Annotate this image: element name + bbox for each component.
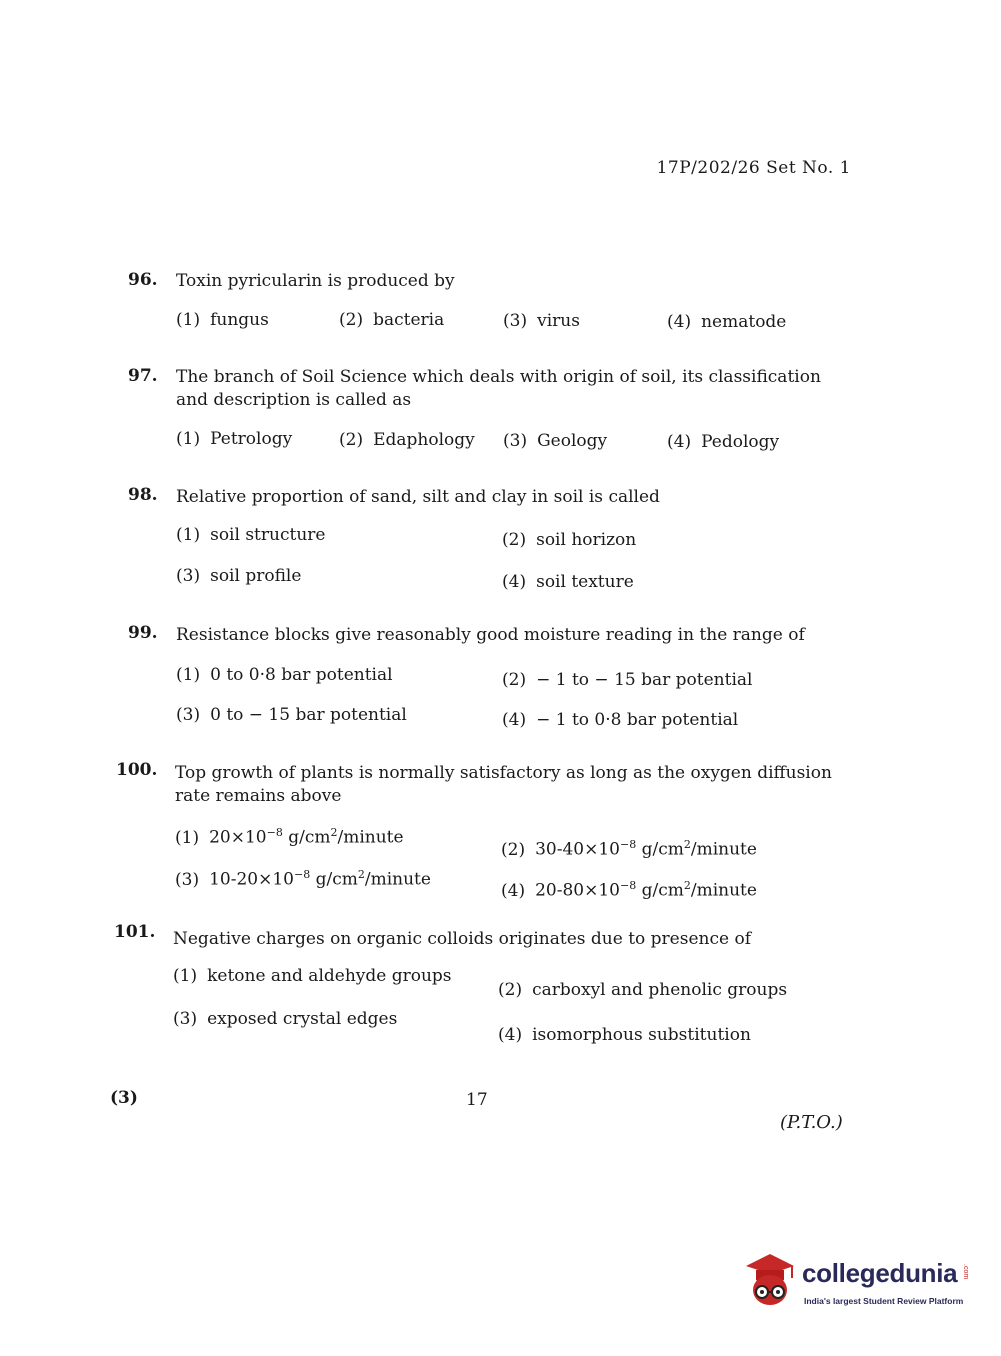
option-4: (4) isomorphous substitution — [498, 1025, 751, 1045]
option-1: (1) $20\times 10^{-8}$ $g/cm^2$/minute — [175, 826, 404, 848]
option-2: (2) Edaphology — [339, 430, 475, 450]
please-turn-over: (P.T.O.) — [780, 1112, 843, 1133]
option-3: (3) exposed crystal edges — [173, 1009, 398, 1029]
question-text: Negative charges on organic colloids originates due to presence of — [173, 929, 751, 949]
option-2: (2) − 1 to − 15 bar potential — [502, 670, 753, 690]
option-1: (1) soil structure — [176, 525, 326, 545]
option-1: (1) Petrology — [176, 429, 293, 449]
option-1: (1) ketone and aldehyde groups — [173, 966, 452, 986]
option-4: (4) nematode — [667, 312, 787, 332]
option-3: (3) soil profile — [176, 566, 302, 586]
logo-tagline: India's largest Student Review Platform — [804, 1296, 964, 1306]
collegedunia-logo — [742, 1248, 972, 1318]
question-text: Resistance blocks give reasonably good moisture reading in the range of — [176, 625, 805, 645]
logo-domain: .com — [962, 1264, 969, 1280]
option-1: (1) 0 to 0·8 bar potential — [176, 665, 393, 685]
option-2: (2) bacteria — [339, 310, 445, 330]
page-number: 17 — [466, 1090, 488, 1110]
question-number: 98. — [128, 485, 158, 505]
question-text: The branch of Soil Science which deals with origin of soil, its classification and description is called as — [176, 367, 821, 410]
question-number: 101. — [114, 922, 156, 942]
question-number: 100. — [116, 760, 158, 780]
option-3: (3) virus — [503, 311, 580, 331]
option-2: (2) $30-40\times 10^{-8}$ $g/cm^2$/minute — [501, 838, 757, 860]
mascot-icon — [742, 1248, 798, 1312]
logo-wordmark: collegedunia — [802, 1258, 958, 1288]
option-4: (4) soil texture — [502, 572, 634, 592]
option-2: (2) carboxyl and phenolic groups — [498, 980, 788, 1000]
option-4: (4) $20-80\times 10^{-8}$ $g/cm^2$/minute — [501, 879, 757, 901]
question-text: Toxin pyricularin is produced by — [176, 271, 455, 291]
question-text: Top growth of plants is normally satisfactory as long as the oxygen diffusion rate remains above — [175, 763, 832, 806]
option-4: (4) Pedology — [667, 432, 780, 452]
footer-set-marker: (3) — [110, 1088, 138, 1108]
question-text: Relative proportion of sand, silt and clay in soil is called — [176, 487, 660, 507]
option-2: (2) soil horizon — [502, 530, 637, 550]
paper-code: 17P/202/26 Set No. 1 — [656, 158, 851, 178]
question-number: 99. — [128, 623, 158, 643]
option-3: (3) 0 to − 15 bar potential — [176, 705, 407, 725]
option-3: (3) $10-20\times 10^{-8}$ $g/cm^2$/minute — [175, 868, 431, 890]
option-4: (4) − 1 to 0·8 bar potential — [502, 710, 739, 730]
option-3: (3) Geology — [503, 431, 608, 451]
question-number: 96. — [128, 270, 158, 290]
option-1: (1) fungus — [176, 310, 269, 330]
question-number: 97. — [128, 366, 158, 386]
